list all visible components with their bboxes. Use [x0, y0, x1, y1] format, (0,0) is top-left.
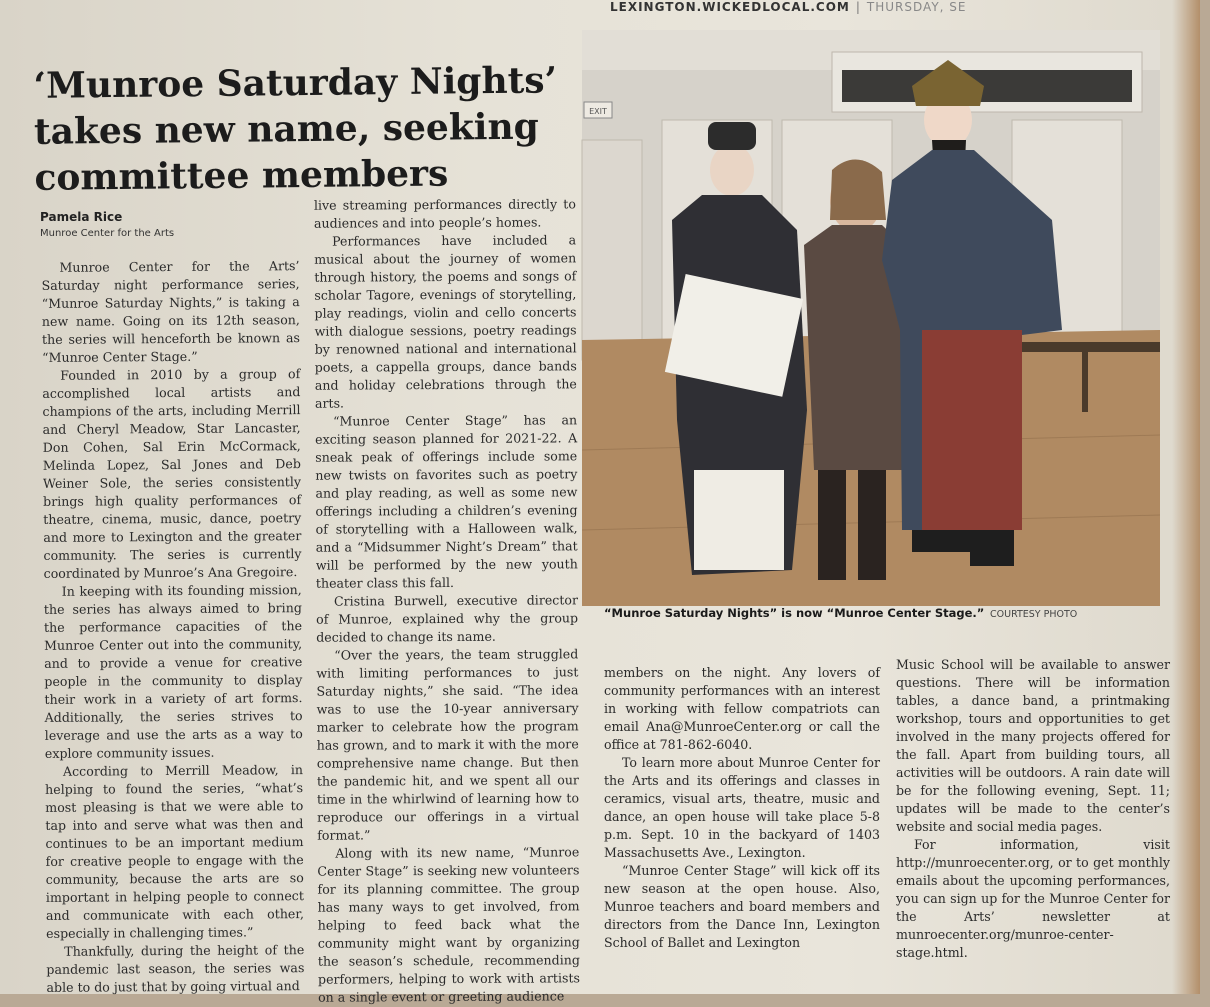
article-column-4 — [896, 656, 1170, 962]
paragraph: Cristina Burwell, executive director of Munroe, explained why the group decided to change its name. — [316, 592, 579, 645]
paragraph: members on the night. Any lovers of community performances with an interest in working with fellow compatriots can email Ana@MunroeCenter.org or call the office at 781-862-6040. — [604, 665, 880, 752]
author-name: Pamela Rice — [40, 210, 123, 224]
author-affiliation: Munroe Center for the Arts — [40, 228, 175, 239]
article-column-2 — [314, 195, 580, 1006]
masthead-date: THURSDAY, SE — [866, 0, 967, 14]
masthead-site: LEXINGTON.WICKEDLOCAL.COM — [610, 0, 850, 14]
paragraph: For information, visit http://munroecenter.org, or to get monthly emails about the upcoming performances, you can sign up for the Munroe Center for the Arts’ newsletter at munroecenter.org/munroe-center-stage.html. — [896, 837, 1170, 960]
photo-caption — [604, 606, 1164, 620]
exit-sign: EXIT — [589, 107, 607, 116]
paragraph: “Munroe Center Stage” has an exciting season planned for 2021-22. A sneak peak of offerings include some new twists on favorites such as poetry and play reading, as well as some new offerings including a children’s evening of storytelling with a Halloween walk, and a “Midsummer Night’s Dream” that will be performed by the new youth theater class this fall. — [315, 412, 578, 591]
paragraph: Music School will be available to answer questions. There will be information tables, a dance band, a printmaking workshop, tours and opportunities to get involved in the many projects offered for the fall. Apart from building tours, all activities will be outdoors. A rain date will be for the following evening, Sept. 11; updates will be made to the center’s website and social media pages. — [896, 657, 1170, 834]
photo-illustration — [582, 30, 1160, 606]
masthead — [610, 0, 1210, 18]
article-column-1 — [41, 257, 304, 997]
paragraph: Performances have included a musical about the journey of women through history, the poems and songs of scholar Tagore, evenings of storytelling, play readings, violin and cello concerts with dialogue sessions, poetry readings by renowned national and international poets, a cappella groups, dance bands and holiday celebrations through the arts. — [314, 232, 577, 411]
masthead-separator: | — [855, 0, 861, 14]
paragraph: According to Merrill Meadow, in helping to found the series, “what’s most pleasing is that we were able to tap into and serve what was then and continues to be an important medium for creative people to engage with the community, because the arts are so important in helping people to connect and communicate with each other, especially in challenging times.” — [45, 762, 305, 941]
article-photo — [582, 30, 1160, 606]
paragraph: Founded in 2010 by a group of accomplished local artists and champions of the arts, including Merrill and Cheryl Meadow, Star Lancaster, Don Cohen, Sal Erin McCormack, Melinda Lopez, Sal Jones and Deb Weiner Sole, the series consistently brings high quality performances of theatre, cinema, music, dance, poetry and more to Lexington and the greater community. The series is currently coordinated by Munroe’s Ana Gregoire. — [42, 366, 302, 581]
headline: ‘Munroe Saturday Nights’ takes new name, seeking committee members — [33, 59, 558, 199]
paragraph: To learn more about Munroe Center for the Arts and its offerings and classes in ceramics, visual arts, theatre, music and dance, an open house will take place 5-8 p.m. Sept. 10 in the backyard of 1403 Massachusetts Ave., Lexington. — [604, 755, 880, 860]
paragraph: Thankfully, during the height of the pandemic last season, the series was able to do just that by going virtual and — [46, 942, 305, 995]
paragraph: “Over the years, the team struggled with limiting performances to just Saturday nights,” she said. “The idea was to use the 10-year anniversary marker to celebrate how the program has grown, and to mark it with the more comprehensive name change. But then the pandemic hit, and we spent all our time in the whirlwind of learning how to reproduce our offerings in a virtual format.” — [316, 646, 580, 843]
caption-text: “Munroe Saturday Nights” is now “Munroe Center Stage.” — [604, 606, 985, 620]
paragraph: live streaming performances directly to audiences and into people’s homes. — [313, 196, 576, 231]
paragraph: Munroe Center for the Arts’ Saturday night performance series, “Munroe Saturday Nights,” is taking a new name. Going on its 12th season, the series will henceforth be known as “Munroe Center Stage.” — [41, 258, 301, 365]
paragraph: “Munroe Center Stage” will kick off its new season at the open house. Also, Munroe teachers and board members and directors from the Dance Inn, Lexington School of Ballet and Lexington — [604, 863, 880, 950]
paragraph: In keeping with its founding mission, the series has always aimed to bring the performance capacities of the Munroe Center out into the community, and to provide a venue for creative people in the community to display their work in a variety of art forms. Additionally, the series strives to leverage and use the arts as a way to explore community issues. — [43, 582, 303, 761]
byline — [40, 210, 174, 239]
article-column-3 — [604, 664, 880, 952]
paragraph: Along with its new name, “Munroe Center Stage” is seeking new volunteers for its planning committee. The group has many ways to get involved, from helping to feed back what the community might want by organizing the season’s schedule, recommending performers, helping to work with artists on a single event or greeting audience — [317, 844, 581, 1005]
photo-credit: COURTESY PHOTO — [990, 609, 1078, 620]
